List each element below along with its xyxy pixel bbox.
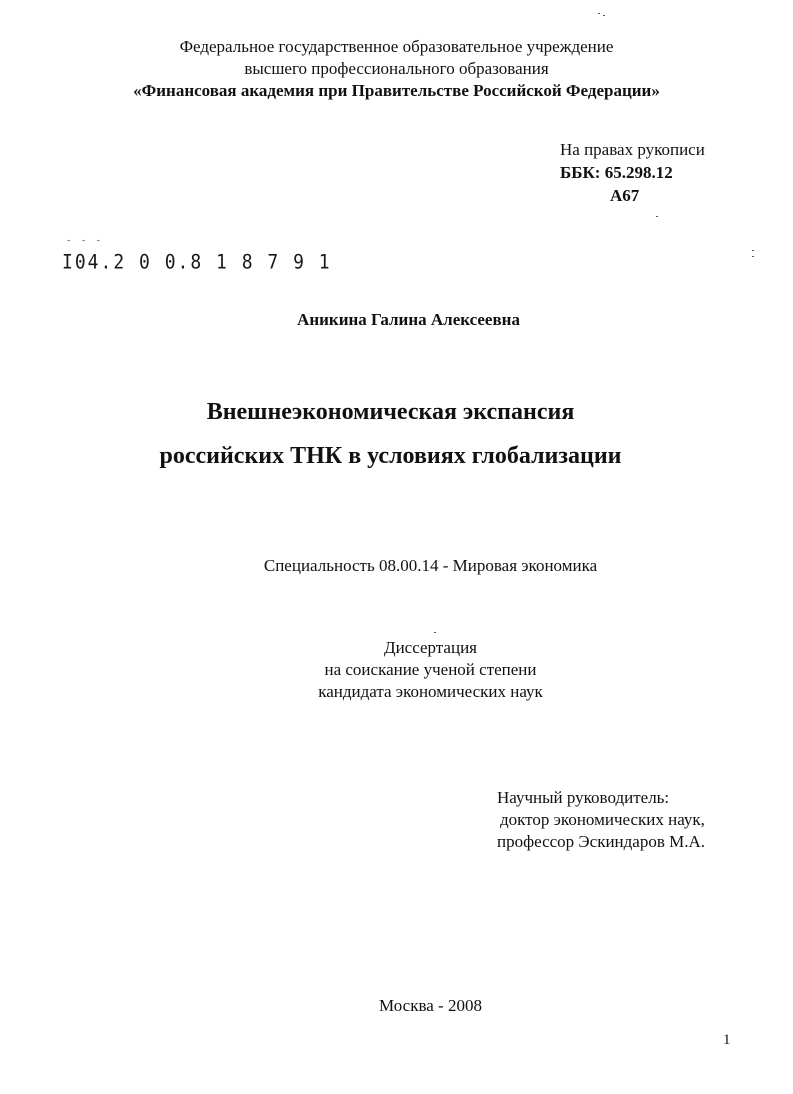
manuscript-rights: На правах рукописи (560, 140, 705, 159)
scan-speck (656, 216, 658, 217)
specialty: Специальность 08.00.14 - Мировая экономика (263, 556, 598, 575)
manuscript-block (560, 138, 705, 207)
dissertation-line-2: на соискание ученой степени (324, 660, 537, 679)
page-number: 1 (723, 1032, 731, 1048)
city-year: Москва - 2008 (379, 996, 482, 1015)
advisor-label: Научный руководитель: (497, 788, 670, 807)
dissertation-title (0, 390, 787, 478)
advisor-block (497, 787, 705, 853)
advisor-name: профессор Эскиндаров М.А. (497, 832, 706, 851)
stamp-marks: ˘ ˘ ˘ (66, 240, 104, 250)
dissertation-line-3: кандидата экономических наук (318, 682, 543, 701)
scan-speck (752, 256, 754, 257)
author-name: Аникина Галина Алексеевна (297, 310, 520, 329)
title-line-1: Внешнеэкономическая экспансия (206, 399, 575, 425)
institution-line-2: высшего профессионального образования (244, 59, 549, 78)
stamp-number: I04.2 0 0.8 1 8 7 9 1 (62, 251, 332, 275)
dissertation-line-1: Диссертация (383, 638, 477, 657)
scan-speck (598, 13, 600, 14)
advisor-degree: доктор экономических наук, (500, 810, 705, 829)
title-line-2: российских ТНК в условиях глобализации (159, 443, 622, 469)
institution-line-1: Федеральное государственное образовательное учреждение (179, 37, 614, 56)
bbk-code: ББК: 65.298.12 (560, 163, 673, 182)
scan-speck (752, 250, 754, 251)
scan-speck (434, 632, 436, 633)
scan-speck (603, 15, 605, 16)
author-code: А67 (610, 186, 640, 205)
institution-header (0, 36, 793, 102)
dissertation-type (34, 637, 793, 703)
institution-line-3: «Финансовая академия при Правительстве Российской Федерации» (133, 81, 660, 100)
